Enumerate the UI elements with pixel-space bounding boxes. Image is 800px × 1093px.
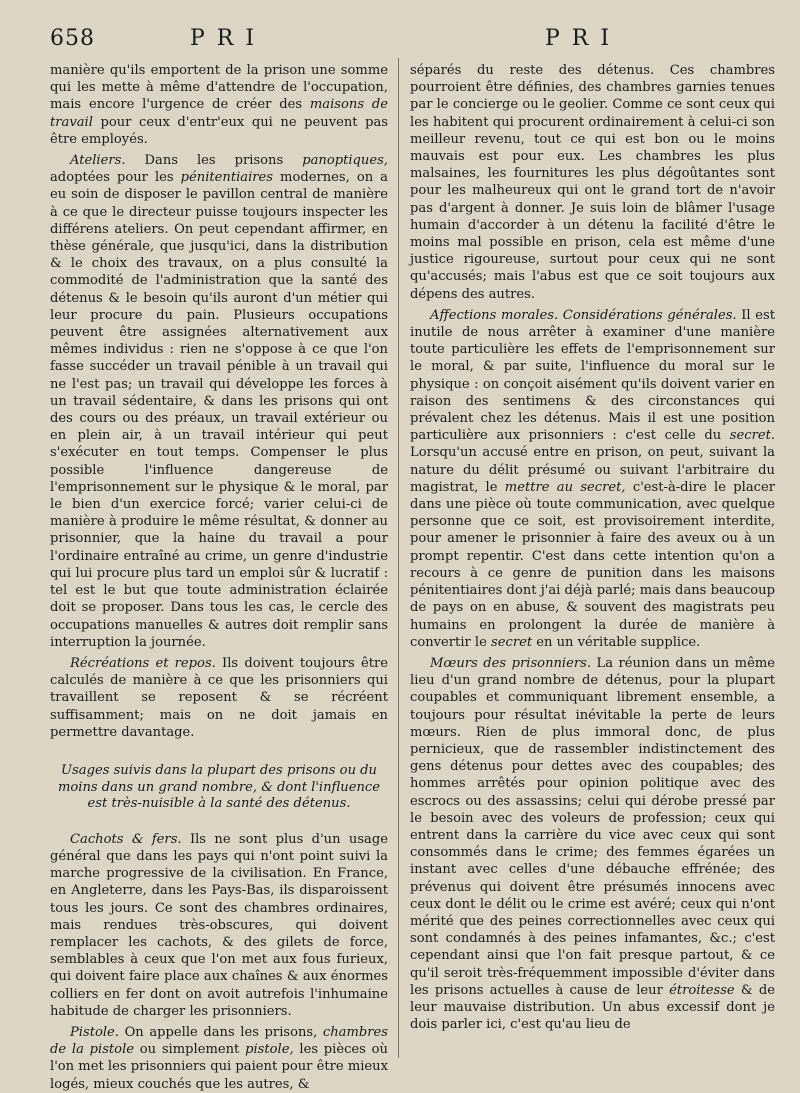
paragraph-affections: Affections morales. Considérations générales. Il est inutile de nous arrêter à examiner d'une manière toute particulière les effets de l'emprisonnement sur le moral, & par suite, l'influence du moral sur le physique : on conçoit aisément qu'ils doivent varier en raison des sentimens & des circonstances qui prévalent chez les détenus. Mais il est une position particulière aux prisonniers : c'est celle du secret. Lorsqu'un accusé entre en prison, on peut, suivant la nature du délit présumé ou suivant l'arbitraire du magistrat, le mettre au secret, c'est-à-dire le placer dans une pièce où toute communication, avec quelque personne que ce soit, est provisoirement interdite, pour amener le prisonnier à faire des aveux ou à un prompt repentir. C'est dans cette intention qu'on a recours à ce genre de punition dans les maisons pénitentiaires dont j'ai déjà parlé; mais dans beaucoup de pays on en abuse, & souvent des magistrats peu humains en prolongent la durée de manière à convertir le secret en un véritable supplice. — [410, 307, 776, 650]
paragraph-cachots: Cachots & fers. Ils ne sont plus d'un usage général que dans les pays qui n'ont point suivi la marche progressive de la civilisation. En France, en Angleterre, dans les Pays-Bas, ils disparoissent tous les jours. Ce sont des chambres ordinaires, mais rendues très-obscures, qui doivent remplacer les cachots, & des gilets de force, semblables à ceux que l'on met aux fous furieux, qui doivent faire place aux chaînes & aux énormes colliers en fer dont on avoit autrefois l'inhumaine habitude de charger les prisonniers. — [50, 831, 388, 1019]
section-title: Usages suivis dans la plupart des prisons ou du moins dans un grand nombre, & dont l'influence est très-nuisible à la santé des détenus. — [58, 762, 380, 812]
left-column — [50, 62, 388, 1093]
entry-title: Récréations et repos. — [70, 655, 216, 671]
column-divider — [398, 58, 399, 1058]
entry-title: Mœurs des prisonniers. — [430, 655, 592, 671]
paragraph-continuation: séparés du reste des détenus. Ces chambres pourroient être définies, des chambres garnies tenues par le concierge ou le geolier. Comme ce sont ceux qui les habitent qui procurent ordinairement à celui-ci son meilleur revenu, tout ce qui est bon ou le moins mauvais est pour eux. Les chambres les plus malsaines, les fournitures les plus dégoûtantes sont pour les malheureux qui ont le grand tort de n'avoir pas d'argent à donner. Je suis loin de blâmer l'usage humain d'accorder à un détenu la facilité d'être le moins mal possible en prison, cela est même d'une justice rigoureuse, surtout pour ceux qui ne sont qu'accusés; mais l'abus est que ce soit toujours aux dépens des autres. — [410, 63, 775, 302]
paragraph-continuation: manière qu'ils emportent de la prison une somme qui les mette à même d'attendre de l'occupation, mais encore l'urgence de créer des maisons de travail pour ceux d'entr'eux qui ne peuvent pas être employés. — [50, 63, 388, 147]
right-running-head: PRI — [545, 26, 622, 51]
entry-title: Cachots & fers. — [70, 831, 182, 847]
paragraph-moeurs: Mœurs des prisonniers. La réunion dans un même lieu d'un grand nombre de détenus, pour la plupart coupables et communiquant librement ensemble, a toujours pour résultat inévitable la perte de leurs mœurs. Rien de plus immoral donc, de plus pernicieux, que de rassembler indistinctement des gens détenus pour dettes avec des coupables; des hommes arrêtés pour opinion politique avec des escrocs ou des assassins; celui qui dérobe pressé par le besoin avec des voleurs de profession; ceux qui entrent dans la carrière du vice avec ceux qui sont consommés dans le crime; des femmes égarées un instant avec celles d'une débauche effrénée; des prévenus qui doivent être présumés innocens avec ceux dont le délit ou le crime est avéré; ceux qui n'ont mérité que des peines correctionnelles avec ceux qui sont condamnés à des peines infamantes, &c.; c'est cependant ainsi que l'on fait presque partout, & ce qu'il seroit très-fréquemment impossible d'éviter dans les prisons actuelles à cause de leur étroitesse & de leur mauvaise distribution. Un abus excessif dont je dois parler ici, c'est qu'au lieu de — [410, 655, 775, 1033]
right-column — [410, 62, 775, 1033]
left-running-head: PRI — [190, 26, 267, 51]
page-number: 658 — [50, 26, 95, 51]
entry-title: Ateliers. — [70, 153, 126, 169]
entry-title: Affections morales. Considérations générales. — [430, 307, 737, 323]
paragraph-recreations: Récréations et repos. Ils doivent toujours être calculés de manière à ce que les prisonniers qui travaillent se reposent & se récréent suffisamment; mais on ne doit jamais en permettre davantage. — [50, 655, 388, 740]
paragraph-ateliers: Ateliers. Dans les prisons panoptiques, adoptées pour les pénitentiaires modernes, on a eu soin de disposer le pavillon central de manière à ce que le directeur puisse toujours inspecter les différens ateliers. On peut cependant affirmer, en thèse générale, que jusqu'ici, dans la distribution & le choix des travaux, on a plus consulté la commodité de l'administration que la santé des détenus & le besoin qu'ils auront d'un métier qui leur procure du pain. Plusieurs occupations peuvent être assignées alternativement aux mêmes individus : rien ne s'oppose à ce que l'on fasse succéder un travail pénible à un travail qui ne l'est pas; un travail qui développe les forces à un travail sédentaire, & dans les prisons qui ont des cours ou des préaux, un travail extérieur ou en plein air, à un travail intérieur qui peut s'exécuter en tout temps. Compenser le plus possible l'influence dangereuse de l'emprisonnement sur le physique & le moral, par le bien d'un exercice forcé; varier celui-ci de manière à produire le même résultat, & donner au prisonnier, que la haine du travail a pour l'ordinaire entraîné au crime, un genre d'industrie qui lui procure plus tard un emploi sûr & lucratif : tel est le but que toute administration éclairée doit se proposer. Dans tous les cas, le cercle des occupations manuelles & autres doit remplir sans interruption la journée. — [50, 153, 388, 650]
entry-title: Pistole. — [70, 1024, 119, 1040]
running-header — [0, 22, 800, 58]
paragraph-pistole: Pistole. On appelle dans les prisons, chambres de la pistole ou simplement pistole, les pièces où l'on met les prisonniers qui paient pour être mieux logés, mieux couchés que les autres, & — [50, 1024, 388, 1092]
